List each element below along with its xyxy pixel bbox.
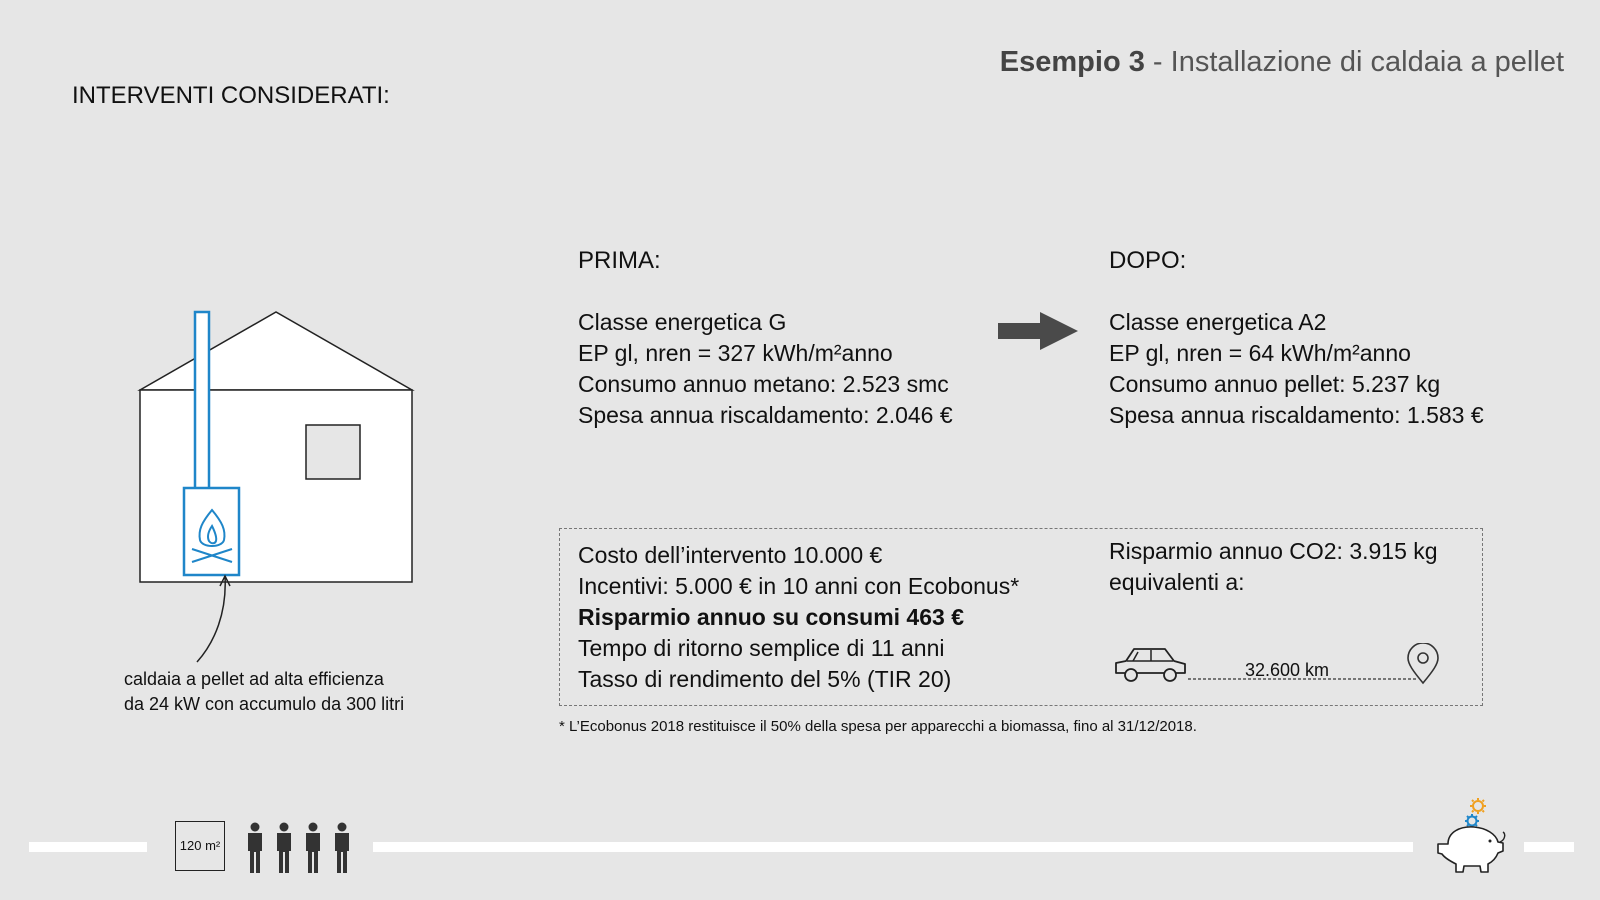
footer-bar [29,842,147,852]
house-illustration [130,300,420,600]
person-icon [335,823,349,874]
house-window [306,425,360,479]
before-info [578,307,953,431]
page-title [1000,46,1564,79]
before-line: EP gl, nren = 327 kWh/m²anno [578,340,893,366]
caption-pointer [195,572,235,672]
location-pin-icon [1405,643,1441,685]
after-heading: DOPO: [1109,247,1187,274]
co2-line: Risparmio annuo CO2: 3.915 kg [1109,538,1438,564]
area-badge: 120 m² [175,821,225,871]
after-line: Classe energetica A2 [1109,309,1327,335]
summary-line: Costo dell’intervento 10.000 € [578,542,883,568]
person-icon [306,823,320,874]
piggy-bank-icon [1436,796,1508,878]
before-line: Spesa annua riscaldamento: 2.046 € [578,402,953,428]
section-label: INTERVENTI CONSIDERATI: [72,82,390,109]
boiler-chimney [195,312,209,490]
page-title-bold: Esempio 3 [999,46,1145,78]
arrow-right-icon [998,312,1082,350]
before-line: Classe energetica G [578,309,787,335]
boiler-caption [124,667,404,717]
after-line: Consumo annuo pellet: 5.237 kg [1109,371,1441,397]
summary-lines [578,540,1019,695]
occupants-group [243,822,355,874]
caption-line: caldaia a pellet ad alta efficienza [124,669,384,689]
distance-value: 32.600 km [1245,660,1330,680]
person-icon [277,823,291,874]
summary-line-highlight: Risparmio annuo su consumi 463 € [578,604,964,630]
co2-line: equivalenti a: [1109,569,1245,595]
after-info [1109,307,1484,431]
co2-savings [1109,536,1438,598]
footnote: * L’Ecobonus 2018 restituisce il 50% della spesa per apparecchi a biomassa, fino al 31/12/2018. [559,718,1197,735]
house-body [140,390,412,582]
gear-icon-blue [1465,814,1479,828]
before-line: Consumo annuo metano: 2.523 smc [578,371,949,397]
house-roof [140,312,412,390]
caption-line: da 24 kW con accumulo da 300 litri [124,694,405,714]
person-icon [248,823,262,874]
summary-line: Tempo di ritorno semplice di 11 anni [578,635,945,661]
car-icon [1113,644,1189,684]
after-line: Spesa annua riscaldamento: 1.583 € [1109,402,1484,428]
after-line: EP gl, nren = 64 kWh/m²anno [1109,340,1411,366]
summary-line: Incentivi: 5.000 € in 10 anni con Ecobonus* [578,573,1020,599]
page-title-rest: - Installazione di caldaia a pellet [1144,46,1564,78]
footer-bar [373,842,1413,852]
footer-bar [1524,842,1574,852]
gear-icon-orange [1470,798,1486,814]
before-heading: PRIMA: [578,247,661,274]
summary-line: Tasso di rendimento del 5% (TIR 20) [578,666,952,692]
